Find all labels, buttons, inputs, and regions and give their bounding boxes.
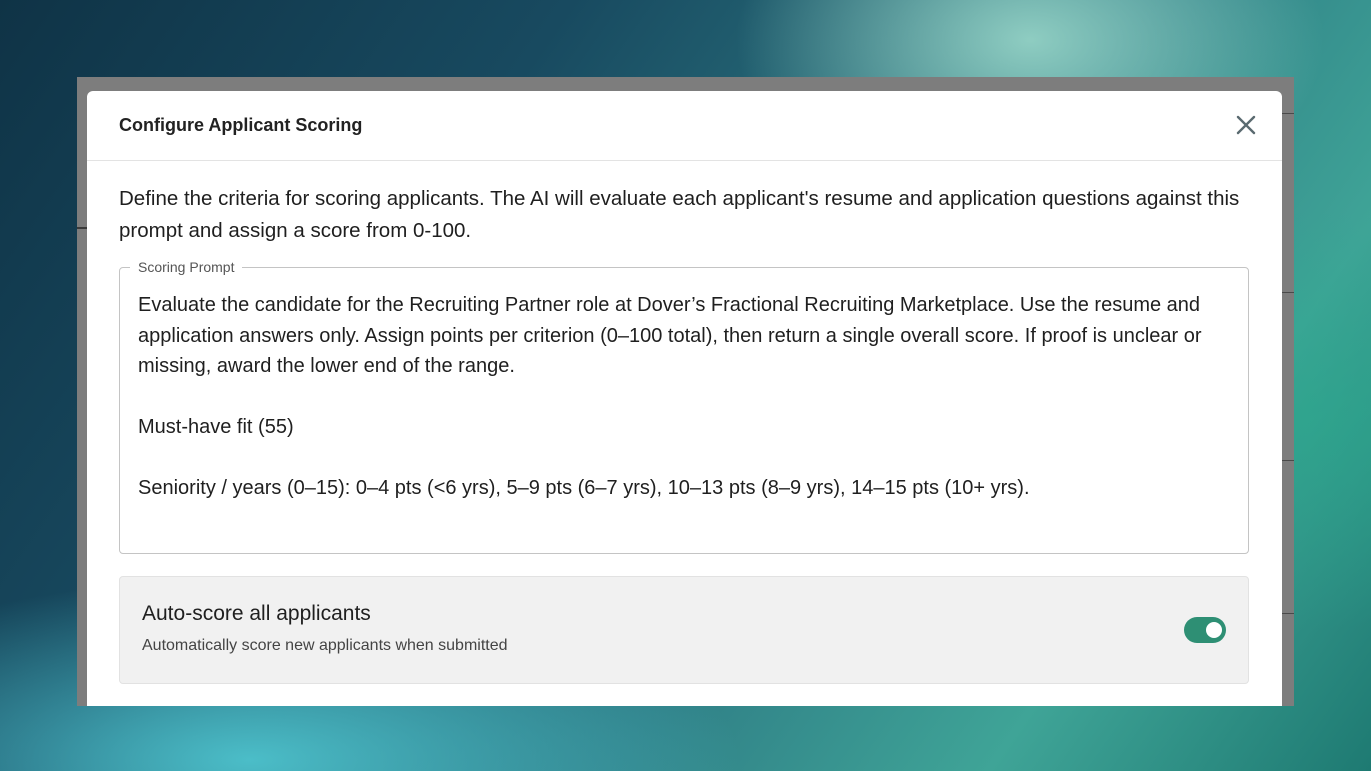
scoring-config-modal — [87, 91, 1282, 706]
prompt-paragraph: Seniority / years (0–15): 0–4 pts (<6 yrs), 5–9 pts (6–7 yrs), 10–13 pts (8–9 yrs), 14–15 pts (10+ yrs). — [138, 477, 1030, 499]
prompt-paragraph — [138, 443, 1228, 474]
prompt-paragraph: Evaluate the candidate for the Recruiting Partner role at Dover’s Fractional Recruiting Marketplace. Use the resume and application answers only. Assign points per criterion (0–100 total), then return a single overall score. If proof is unclear or missing, award the lower end of the range. — [138, 294, 1202, 377]
close-button[interactable] — [1234, 113, 1258, 137]
modal-title: Configure Applicant Scoring — [119, 115, 363, 135]
scoring-prompt-label: Scoring Prompt — [130, 258, 242, 276]
auto-score-toggle[interactable] — [1184, 617, 1226, 643]
background-divider — [1280, 292, 1294, 293]
scoring-prompt-text[interactable] — [138, 290, 1228, 504]
scoring-prompt-textarea[interactable] — [119, 259, 1249, 554]
modal-header — [87, 91, 1282, 161]
toggle-knob — [1206, 622, 1222, 638]
auto-score-title: Auto-score all applicants — [142, 602, 371, 625]
background-divider — [1280, 460, 1294, 461]
auto-score-subtitle: Automatically score new applicants when submitted — [142, 637, 508, 654]
prompt-paragraph — [138, 382, 1228, 413]
auto-score-panel — [119, 576, 1249, 684]
modal-description: Define the criteria for scoring applicants. The AI will evaluate each applicant's resume and application questions against this prompt and assign a score from 0-100. — [119, 187, 1240, 242]
close-icon — [1234, 113, 1258, 137]
background-divider — [77, 227, 87, 229]
background-divider — [1280, 113, 1294, 114]
prompt-paragraph: Must-have fit (55) — [138, 416, 294, 438]
background-divider — [1280, 613, 1294, 614]
